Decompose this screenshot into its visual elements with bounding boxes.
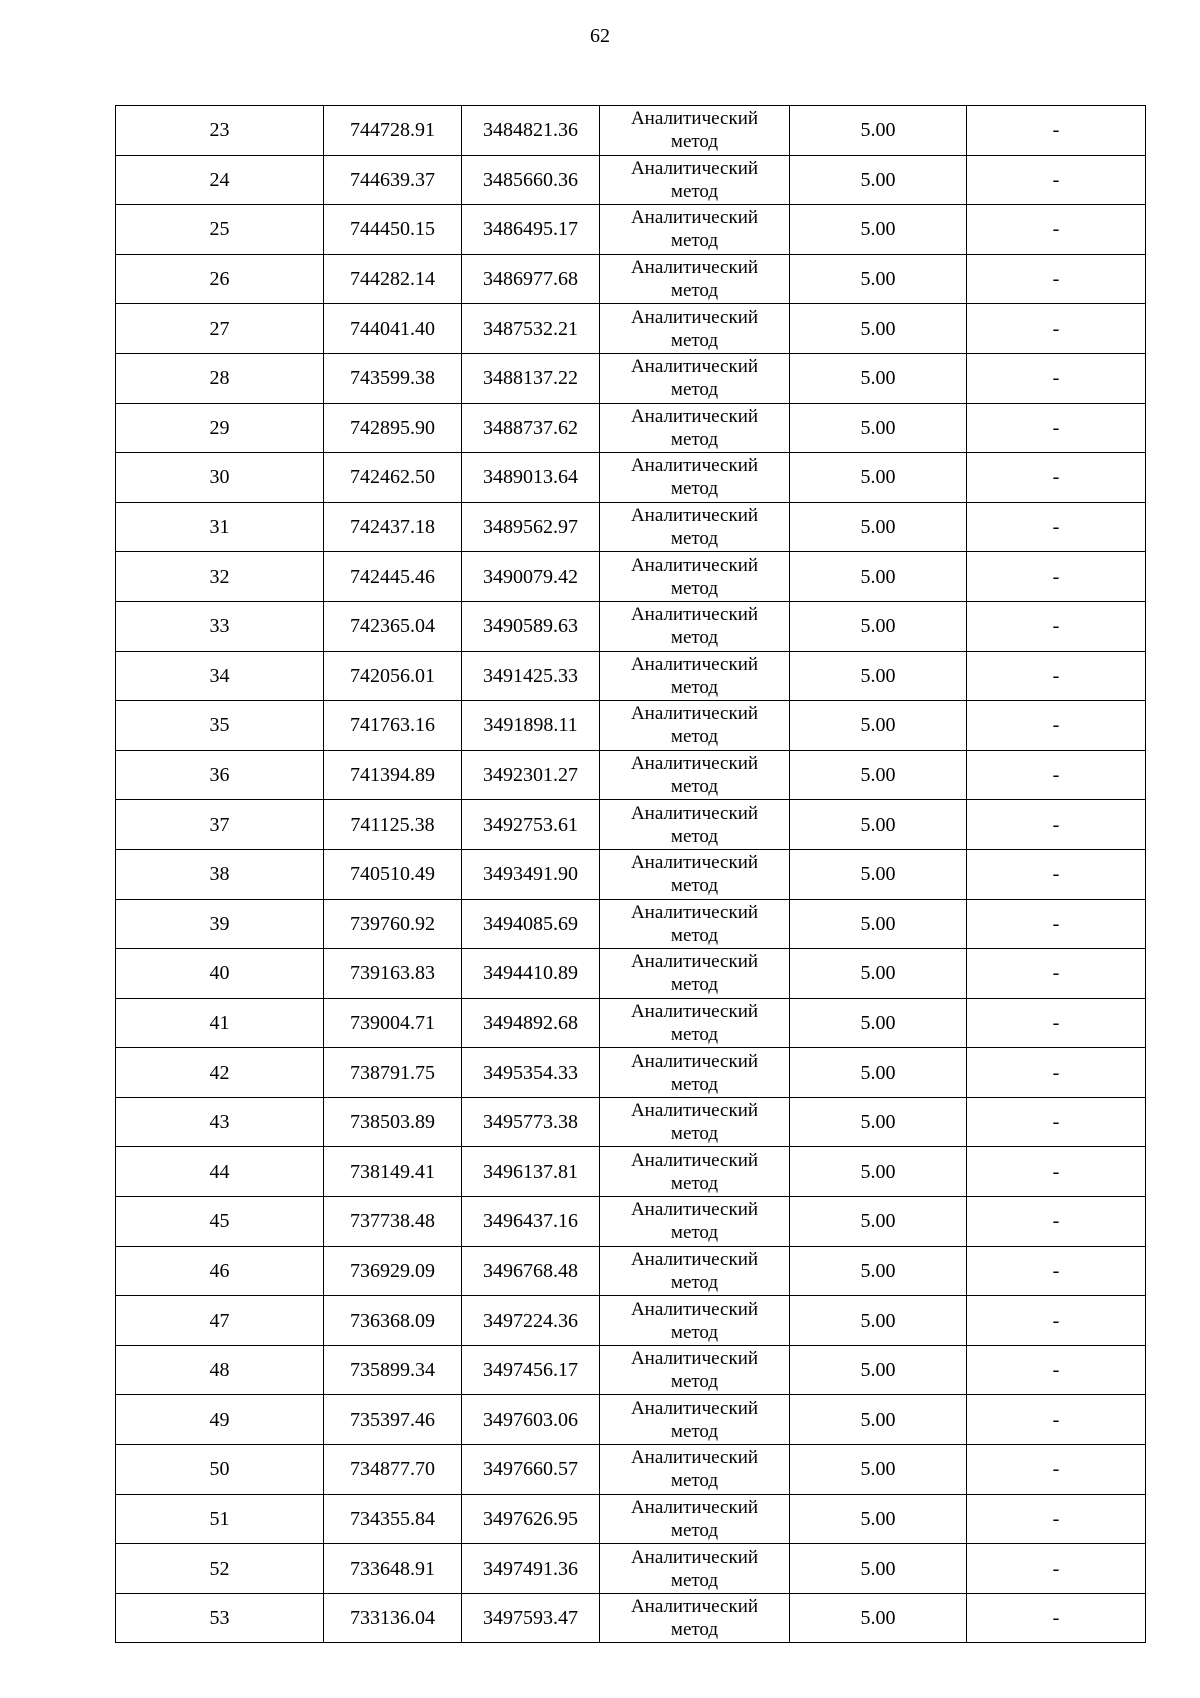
point-number-cell: 30 [116,453,324,503]
method-cell [600,800,790,850]
method-label-line-2: метод [670,131,719,153]
y-coordinate-cell: 3487532.21 [462,304,600,354]
point-number-cell: 36 [116,750,324,800]
y-coordinate-cell: 3497626.95 [462,1494,600,1544]
table-row [116,1296,1146,1346]
method-cell [600,750,790,800]
accuracy-cell: 5.00 [790,453,967,503]
note-cell: - [967,750,1146,800]
method-label-line-2: метод [670,974,719,996]
note-cell: - [967,1097,1146,1147]
method-cell [600,701,790,751]
table-row [116,1544,1146,1594]
method-label-line-1: Аналитический [630,1000,759,1022]
method-label-line-2: метод [670,1519,719,1541]
table-row [116,403,1146,453]
accuracy-cell: 5.00 [790,205,967,255]
table-row [116,552,1146,602]
method-cell [600,1048,790,1098]
method-label-line-1: Аналитический [630,257,759,279]
point-number-cell: 31 [116,502,324,552]
accuracy-cell: 5.00 [790,998,967,1048]
method-label-line-2: метод [670,1371,719,1393]
table-row [116,205,1146,255]
method-label-line-1: Аналитический [630,1397,759,1419]
x-coordinate-cell: 738149.41 [324,1147,462,1197]
method-cell [600,651,790,701]
method-label-line-1: Аналитический [630,1100,759,1122]
method-label-line-1: Аналитический [630,1050,759,1072]
note-cell: - [967,701,1146,751]
x-coordinate-cell: 739760.92 [324,899,462,949]
note-cell: - [967,453,1146,503]
method-label-line-1: Аналитический [630,951,759,973]
y-coordinate-cell: 3494410.89 [462,949,600,999]
method-label-line-1: Аналитический [630,653,759,675]
point-number-cell: 33 [116,601,324,651]
method-label-line-2: метод [670,577,719,599]
method-label-line-2: метод [670,528,719,550]
method-label-line-2: метод [670,776,719,798]
accuracy-cell: 5.00 [790,1097,967,1147]
method-label-line-1: Аналитический [630,802,759,824]
y-coordinate-cell: 3497491.36 [462,1544,600,1594]
y-coordinate-cell: 3491898.11 [462,701,600,751]
accuracy-cell: 5.00 [790,701,967,751]
x-coordinate-cell: 738503.89 [324,1097,462,1147]
point-number-cell: 26 [116,254,324,304]
method-label-line-1: Аналитический [630,703,759,725]
point-number-cell: 37 [116,800,324,850]
method-label-line-2: метод [670,478,719,500]
table-row [116,849,1146,899]
page-number: 62 [590,25,610,47]
method-cell [600,1395,790,1445]
accuracy-cell: 5.00 [790,403,967,453]
note-cell: - [967,304,1146,354]
table-row [116,1445,1146,1495]
method-label-line-1: Аналитический [630,604,759,626]
note-cell: - [967,601,1146,651]
y-coordinate-cell: 3488137.22 [462,353,600,403]
table-row [116,750,1146,800]
point-number-cell: 34 [116,651,324,701]
method-label-line-2: метод [670,1023,719,1045]
table-row [116,304,1146,354]
note-cell: - [967,106,1146,156]
method-label-line-1: Аналитический [630,207,759,229]
method-label-line-2: метод [670,230,719,252]
accuracy-cell: 5.00 [790,849,967,899]
method-label-line-2: метод [670,825,719,847]
point-number-cell: 40 [116,949,324,999]
accuracy-cell: 5.00 [790,651,967,701]
x-coordinate-cell: 739004.71 [324,998,462,1048]
x-coordinate-cell: 733648.91 [324,1544,462,1594]
method-label-line-2: метод [670,1222,719,1244]
accuracy-cell: 5.00 [790,800,967,850]
method-label-line-1: Аналитический [630,1248,759,1270]
x-coordinate-cell: 742462.50 [324,453,462,503]
note-cell: - [967,1296,1146,1346]
method-cell [600,1296,790,1346]
table-row [116,353,1146,403]
y-coordinate-cell: 3497593.47 [462,1593,600,1643]
method-label-line-1: Аналитический [630,1546,759,1568]
accuracy-cell: 5.00 [790,949,967,999]
method-label-line-2: метод [670,676,719,698]
method-cell [600,353,790,403]
x-coordinate-cell: 734877.70 [324,1445,462,1495]
note-cell: - [967,205,1146,255]
point-number-cell: 24 [116,155,324,205]
accuracy-cell: 5.00 [790,1445,967,1495]
table-row [116,899,1146,949]
method-label-line-2: метод [670,1569,719,1591]
note-cell: - [967,949,1146,999]
table-row [116,453,1146,503]
method-label-line-1: Аналитический [630,1348,759,1370]
accuracy-cell: 5.00 [790,353,967,403]
note-cell: - [967,403,1146,453]
method-label-line-1: Аналитический [630,356,759,378]
method-cell [600,106,790,156]
method-label-line-1: Аналитический [630,1596,759,1618]
accuracy-cell: 5.00 [790,1593,967,1643]
table-row [116,1395,1146,1445]
note-cell: - [967,1445,1146,1495]
y-coordinate-cell: 3486977.68 [462,254,600,304]
table-row [116,1147,1146,1197]
method-label-line-2: метод [670,180,719,202]
point-number-cell: 41 [116,998,324,1048]
x-coordinate-cell: 741763.16 [324,701,462,751]
method-cell [600,998,790,1048]
y-coordinate-cell: 3489562.97 [462,502,600,552]
accuracy-cell: 5.00 [790,750,967,800]
point-number-cell: 42 [116,1048,324,1098]
table-row [116,1197,1146,1247]
y-coordinate-cell: 3490589.63 [462,601,600,651]
note-cell: - [967,1147,1146,1197]
point-number-cell: 49 [116,1395,324,1445]
method-label-line-2: метод [670,1420,719,1442]
accuracy-cell: 5.00 [790,304,967,354]
method-label-line-2: метод [670,726,719,748]
y-coordinate-cell: 3484821.36 [462,106,600,156]
y-coordinate-cell: 3497224.36 [462,1296,600,1346]
method-cell [600,1544,790,1594]
method-label-line-1: Аналитический [630,554,759,576]
method-cell [600,254,790,304]
method-label-line-1: Аналитический [630,1199,759,1221]
table-row [116,1345,1146,1395]
method-label-line-1: Аналитический [630,157,759,179]
point-number-cell: 38 [116,849,324,899]
method-cell [600,155,790,205]
method-label-line-2: метод [670,924,719,946]
accuracy-cell: 5.00 [790,899,967,949]
method-label-line-1: Аналитический [630,901,759,923]
method-label-line-1: Аналитический [630,753,759,775]
table-row [116,800,1146,850]
method-cell [600,552,790,602]
table-row [116,701,1146,751]
method-label-line-1: Аналитический [630,405,759,427]
point-number-cell: 29 [116,403,324,453]
note-cell: - [967,998,1146,1048]
accuracy-cell: 5.00 [790,1048,967,1098]
accuracy-cell: 5.00 [790,1197,967,1247]
x-coordinate-cell: 736929.09 [324,1246,462,1296]
y-coordinate-cell: 3491425.33 [462,651,600,701]
method-label-line-1: Аналитический [630,1447,759,1469]
method-cell [600,1246,790,1296]
method-cell [600,1445,790,1495]
method-cell [600,949,790,999]
accuracy-cell: 5.00 [790,106,967,156]
note-cell: - [967,1197,1146,1247]
table-row [116,155,1146,205]
coordinates-table [115,105,1146,1643]
x-coordinate-cell: 741125.38 [324,800,462,850]
x-coordinate-cell: 744639.37 [324,155,462,205]
x-coordinate-cell: 733136.04 [324,1593,462,1643]
note-cell: - [967,502,1146,552]
point-number-cell: 47 [116,1296,324,1346]
method-cell [600,453,790,503]
point-number-cell: 53 [116,1593,324,1643]
method-label-line-1: Аналитический [630,1149,759,1171]
note-cell: - [967,899,1146,949]
table-row [116,254,1146,304]
note-cell: - [967,1246,1146,1296]
point-number-cell: 44 [116,1147,324,1197]
x-coordinate-cell: 742445.46 [324,552,462,602]
method-cell [600,899,790,949]
x-coordinate-cell: 742365.04 [324,601,462,651]
method-label-line-2: метод [670,428,719,450]
table-row [116,1494,1146,1544]
note-cell: - [967,353,1146,403]
x-coordinate-cell: 742056.01 [324,651,462,701]
y-coordinate-cell: 3497456.17 [462,1345,600,1395]
method-cell [600,1345,790,1395]
method-label-line-2: метод [670,875,719,897]
point-number-cell: 50 [116,1445,324,1495]
point-number-cell: 46 [116,1246,324,1296]
x-coordinate-cell: 735397.46 [324,1395,462,1445]
method-cell [600,1593,790,1643]
note-cell: - [967,1593,1146,1643]
method-label-line-1: Аналитический [630,505,759,527]
point-number-cell: 39 [116,899,324,949]
method-label-line-2: метод [670,280,719,302]
accuracy-cell: 5.00 [790,1147,967,1197]
y-coordinate-cell: 3490079.42 [462,552,600,602]
method-label-line-2: метод [670,329,719,351]
x-coordinate-cell: 742895.90 [324,403,462,453]
y-coordinate-cell: 3492753.61 [462,800,600,850]
accuracy-cell: 5.00 [790,1246,967,1296]
accuracy-cell: 5.00 [790,1395,967,1445]
y-coordinate-cell: 3497660.57 [462,1445,600,1495]
table-row [116,601,1146,651]
y-coordinate-cell: 3494892.68 [462,998,600,1048]
point-number-cell: 51 [116,1494,324,1544]
accuracy-cell: 5.00 [790,502,967,552]
note-cell: - [967,849,1146,899]
note-cell: - [967,155,1146,205]
method-label-line-1: Аналитический [630,1298,759,1320]
method-cell [600,502,790,552]
method-label-line-2: метод [670,1271,719,1293]
table-body [116,106,1146,1643]
method-label-line-2: метод [670,1073,719,1095]
x-coordinate-cell: 744282.14 [324,254,462,304]
x-coordinate-cell: 744450.15 [324,205,462,255]
point-number-cell: 48 [116,1345,324,1395]
method-label-line-2: метод [670,1470,719,1492]
method-label-line-1: Аналитический [630,455,759,477]
y-coordinate-cell: 3493491.90 [462,849,600,899]
y-coordinate-cell: 3494085.69 [462,899,600,949]
note-cell: - [967,1395,1146,1445]
note-cell: - [967,254,1146,304]
method-label-line-2: метод [670,1321,719,1343]
note-cell: - [967,1544,1146,1594]
x-coordinate-cell: 742437.18 [324,502,462,552]
y-coordinate-cell: 3486495.17 [462,205,600,255]
x-coordinate-cell: 734355.84 [324,1494,462,1544]
method-label-line-2: метод [670,627,719,649]
point-number-cell: 35 [116,701,324,751]
note-cell: - [967,1494,1146,1544]
table-row [116,1246,1146,1296]
y-coordinate-cell: 3496137.81 [462,1147,600,1197]
y-coordinate-cell: 3496768.48 [462,1246,600,1296]
x-coordinate-cell: 744728.91 [324,106,462,156]
table-row [116,949,1146,999]
x-coordinate-cell: 744041.40 [324,304,462,354]
x-coordinate-cell: 735899.34 [324,1345,462,1395]
point-number-cell: 43 [116,1097,324,1147]
method-cell [600,1494,790,1544]
y-coordinate-cell: 3488737.62 [462,403,600,453]
x-coordinate-cell: 738791.75 [324,1048,462,1098]
point-number-cell: 25 [116,205,324,255]
note-cell: - [967,800,1146,850]
y-coordinate-cell: 3489013.64 [462,453,600,503]
table-row [116,998,1146,1048]
method-cell [600,1097,790,1147]
note-cell: - [967,1048,1146,1098]
accuracy-cell: 5.00 [790,254,967,304]
method-cell [600,205,790,255]
x-coordinate-cell: 741394.89 [324,750,462,800]
method-label-line-1: Аналитический [630,1496,759,1518]
y-coordinate-cell: 3495354.33 [462,1048,600,1098]
y-coordinate-cell: 3485660.36 [462,155,600,205]
table-row [116,502,1146,552]
table-row [116,651,1146,701]
accuracy-cell: 5.00 [790,1544,967,1594]
table-row [116,1593,1146,1643]
y-coordinate-cell: 3497603.06 [462,1395,600,1445]
accuracy-cell: 5.00 [790,1494,967,1544]
accuracy-cell: 5.00 [790,601,967,651]
point-number-cell: 52 [116,1544,324,1594]
method-label-line-2: метод [670,1619,719,1641]
method-cell [600,403,790,453]
x-coordinate-cell: 736368.09 [324,1296,462,1346]
accuracy-cell: 5.00 [790,1296,967,1346]
table-row [116,1048,1146,1098]
accuracy-cell: 5.00 [790,1345,967,1395]
method-cell [600,1197,790,1247]
x-coordinate-cell: 739163.83 [324,949,462,999]
point-number-cell: 23 [116,106,324,156]
method-cell [600,601,790,651]
y-coordinate-cell: 3496437.16 [462,1197,600,1247]
point-number-cell: 27 [116,304,324,354]
note-cell: - [967,651,1146,701]
method-label-line-2: метод [670,379,719,401]
table-row [116,106,1146,156]
point-number-cell: 45 [116,1197,324,1247]
method-cell [600,304,790,354]
method-label-line-1: Аналитический [630,306,759,328]
method-label-line-2: метод [670,1172,719,1194]
method-label-line-1: Аналитический [630,852,759,874]
point-number-cell: 32 [116,552,324,602]
y-coordinate-cell: 3492301.27 [462,750,600,800]
x-coordinate-cell: 737738.48 [324,1197,462,1247]
table-row [116,1097,1146,1147]
y-coordinate-cell: 3495773.38 [462,1097,600,1147]
note-cell: - [967,1345,1146,1395]
point-number-cell: 28 [116,353,324,403]
method-label-line-2: метод [670,1123,719,1145]
accuracy-cell: 5.00 [790,552,967,602]
note-cell: - [967,552,1146,602]
accuracy-cell: 5.00 [790,155,967,205]
x-coordinate-cell: 743599.38 [324,353,462,403]
method-label-line-1: Аналитический [630,108,759,130]
x-coordinate-cell: 740510.49 [324,849,462,899]
method-cell [600,849,790,899]
method-cell [600,1147,790,1197]
